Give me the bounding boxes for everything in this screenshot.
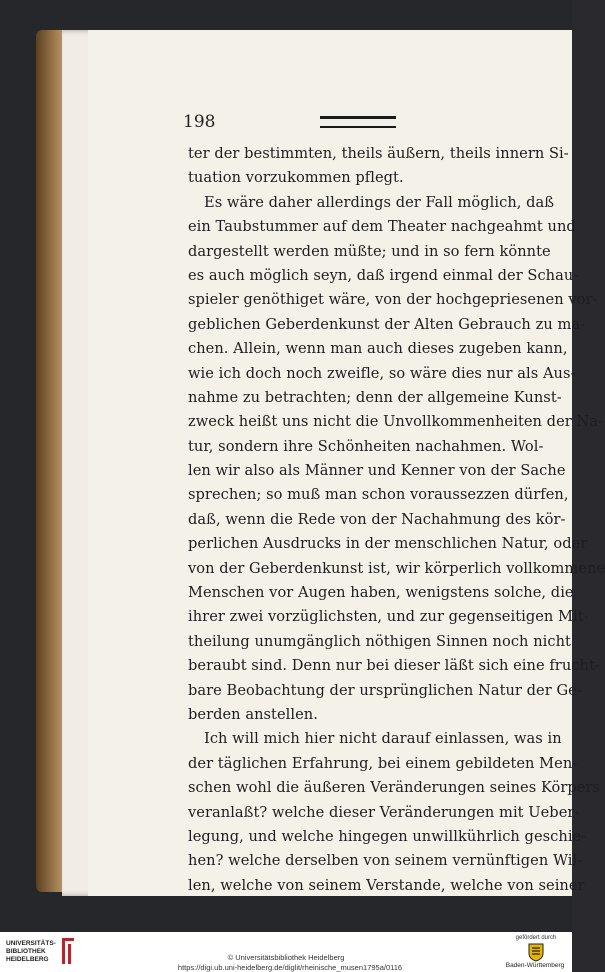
text-line: tur, sondern ihre Schönheiten nachahmen. Wol- xyxy=(188,437,544,455)
library-name-line: BIBLIOTHEK xyxy=(6,948,46,955)
text-line: veranlaßt? welche dieser Veränderungen mit Ueber- xyxy=(188,803,580,821)
text-line: Es wäre daher allerdings der Fall möglich, daß xyxy=(204,193,555,211)
text-line: berden anstellen. xyxy=(188,705,318,723)
sponsor-label: gefördert durch xyxy=(515,935,557,941)
library-logo-icon xyxy=(60,936,76,966)
text-line: ein Taubstummer auf dem Theater nachgeahmt und xyxy=(188,218,576,236)
library-name-line: HEIDELBERG xyxy=(6,956,49,963)
text-line: hen? welche derselben von seinem vernünftigen Wil- xyxy=(188,852,583,870)
text-line: nahme zu betrachten; denn der allgemeine Kunst- xyxy=(188,388,562,406)
text-line: Ich will mich hier nicht darauf einlassen, was in xyxy=(204,730,562,748)
text-line: beraubt sind. Denn nur bei dieser läßt sich eine frucht- xyxy=(188,657,600,675)
copyright-text: © Universitätsbibliothek Heidelberg xyxy=(227,953,345,962)
page-text xyxy=(188,142,605,898)
text-line: geblichen Geberdenkunst der Alten Gebrauch zu ma- xyxy=(188,315,586,333)
text-line: len, welche von seinem Verstande, welche von seiner xyxy=(188,876,585,894)
text-line: spieler genöthiget wäre, von der hochgepriesenen vor- xyxy=(188,291,598,309)
text-line: wie ich doch noch zweifle, so wäre dies nur als Aus- xyxy=(188,364,576,382)
header-rule xyxy=(320,116,396,128)
text-line: ter der bestimmten, theils äußern, theils innern Si- xyxy=(188,145,569,162)
text-line: von der Geberdenkunst ist, wir körperlich vollkommene xyxy=(188,559,605,577)
text-line: chen. Allein, wenn man auch dieses zugeben kann, xyxy=(188,340,568,358)
text-line: legung, und welche hingegen unwillkührlich geschie- xyxy=(188,827,587,845)
text-line: daß, wenn die Rede von der Nachahmung des kör- xyxy=(188,510,566,528)
text-line: len wir also als Männer und Kenner von der Sache xyxy=(188,462,566,480)
sponsor-name: Baden-Württemberg xyxy=(505,962,565,969)
text-line: Menschen vor Augen haben, wenigstens solche, die xyxy=(188,584,574,602)
text-line: zweck heißt uns nicht die Unvollkommenheiten der Na- xyxy=(188,413,604,431)
text-line: dargestellt werden müßte; und in so fern könnte xyxy=(188,242,551,260)
library-name-line: UNIVERSITÄTS- xyxy=(6,940,56,947)
text-line: sprechen; so muß man schon voraussezzen dürfen, xyxy=(188,486,569,504)
baden-wuerttemberg-emblem-icon xyxy=(526,942,546,962)
page-number: 198 xyxy=(183,112,216,132)
text-line: perlichen Ausdrucks in der menschlichen Natur, oder xyxy=(188,535,588,553)
text-line: es auch möglich seyn, daß irgend einmal der Schau- xyxy=(188,266,579,284)
text-line: ihrer zwei vorzüglichsten, und zur gegenseitigen Mit- xyxy=(188,608,589,626)
text-line: tuation vorzukommen pflegt. xyxy=(188,169,404,187)
library-logo-text xyxy=(6,940,68,964)
text-line: der täglichen Erfahrung, bei einem gebildeten Men- xyxy=(188,754,578,772)
text-line: schen wohl die äußeren Veränderungen seines Körpers xyxy=(188,779,601,797)
text-line: bare Beobachtung der ursprünglichen Natur der Ge- xyxy=(188,681,582,699)
permalink[interactable]: https://digi.ub.uni-heidelberg.de/diglit/rheinische_musen1795a/0116 xyxy=(177,963,403,972)
text-line: theilung unumgänglich nöthigen Sinnen noch nicht xyxy=(188,632,571,650)
